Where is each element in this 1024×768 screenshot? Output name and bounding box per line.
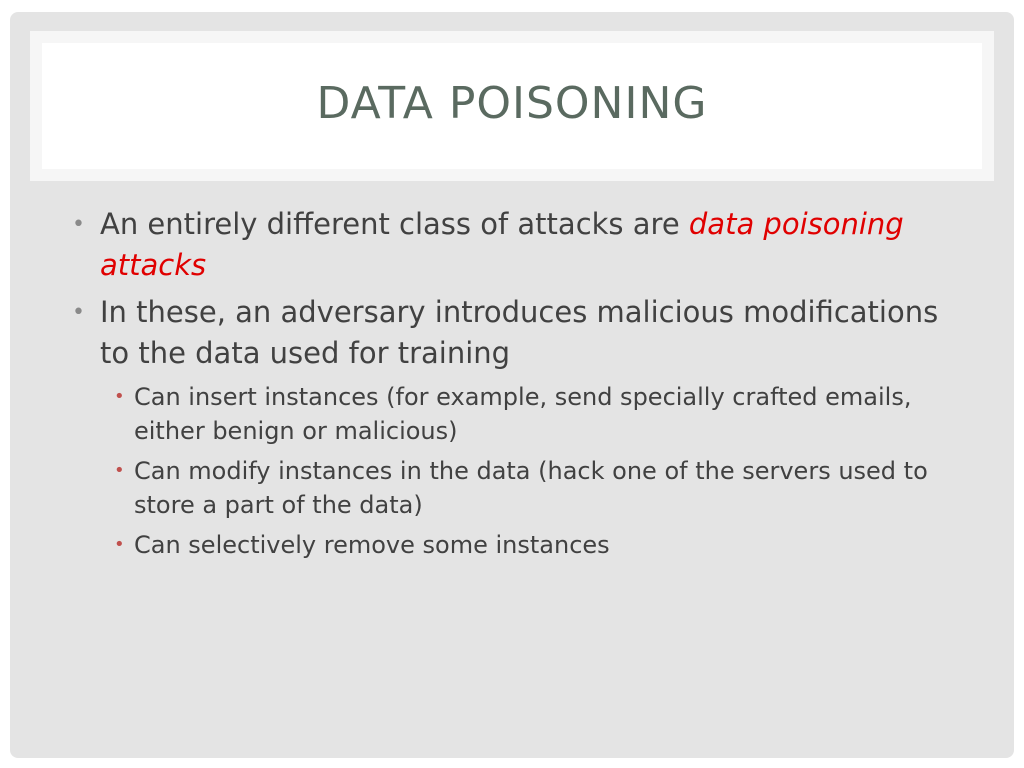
sub-bullet-dot-icon: • (114, 534, 125, 555)
bullet-dot-icon: • (72, 300, 85, 325)
bullet-emphasis: data poisoning attacks (100, 207, 904, 282)
bullet-text: An entirely different class of attacks are (100, 207, 689, 241)
sub-bullet-item (70, 380, 950, 448)
title-band (30, 31, 994, 181)
sub-bullet-item (70, 454, 950, 522)
sub-bullet-dot-icon: • (114, 460, 125, 481)
sub-bullet-item (70, 528, 950, 562)
sub-bullet-text: Can modify instances in the data (hack one of the servers used to store a part of the data) (134, 457, 928, 519)
bullet-item (70, 204, 950, 286)
slide (10, 12, 1014, 758)
sub-bullet-text: Can insert instances (for example, send specially crafted emails, either benign or malicious) (134, 383, 912, 445)
bullet-text: In these, an adversary introduces malicious modifications to the data used for training (100, 295, 939, 370)
slide-body (70, 204, 950, 568)
title-box (42, 43, 982, 169)
bullet-dot-icon: • (72, 212, 85, 237)
sub-bullet-text: Can selectively remove some instances (134, 531, 610, 559)
sub-bullet-dot-icon: • (114, 386, 125, 407)
slide-title: DATA POISONING (316, 77, 708, 129)
bullet-item (70, 292, 950, 374)
